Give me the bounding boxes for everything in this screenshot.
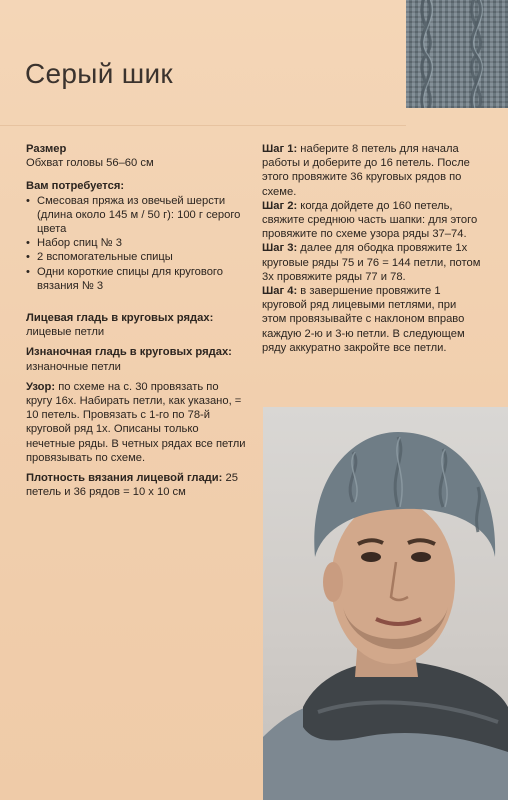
gauge-text: 25 петель и 36 рядов = 10 х 10 см — [26, 472, 238, 499]
step-text: наберите 8 петель для начала работы и доберите до 16 петель. После этого провяжите 36 круговых рядов по схеме. — [262, 143, 470, 198]
stockinette-label: Лицевая гладь в круговых рядах: — [26, 312, 214, 325]
size-heading: Размер — [26, 143, 67, 155]
step-paragraph — [262, 199, 482, 242]
gauge-label: Плотность вязания лицевой глади: — [26, 472, 223, 485]
gauge-paragraph — [26, 471, 246, 499]
step-label: Шаг 3: — [262, 242, 298, 255]
reverse-paragraph — [26, 345, 246, 373]
steps-column — [262, 142, 482, 355]
eye-left — [361, 552, 381, 562]
step-text: когда дойдете до 160 петель, свяжите среднюю часть шапки: для этого провяжите по схеме узора ряды 37–74. — [262, 199, 478, 241]
step-label: Шаг 2: — [262, 199, 298, 212]
step-paragraph — [262, 142, 482, 199]
materials-list — [26, 194, 246, 293]
reverse-label: Изнаночная гладь в круговых рядах: — [26, 346, 232, 359]
model-photo — [263, 407, 508, 800]
materials-item: • 2 вспомогательные спицы — [26, 250, 246, 264]
step-text: в завершение провяжите 1 круговой ряд лицевыми петлями, при этом провязывайте с наклоном вправо каждую 2-ю и 3-ю петли. В следующем ряду аккуратно закройте все петли. — [262, 285, 465, 354]
materials-item: • Смесовая пряжа из овечьей шерсти (длина около 145 м / 50 г): 100 г серого цвета — [26, 194, 246, 237]
header-divider — [0, 125, 406, 126]
left-column — [26, 142, 246, 499]
pattern-paragraph — [26, 380, 246, 465]
materials-item: • Набор спиц № 3 — [26, 236, 246, 250]
pattern-label: Узор: — [26, 380, 56, 393]
step-paragraph — [262, 241, 482, 284]
ear-shape — [323, 562, 343, 602]
eye-right — [411, 552, 431, 562]
step-label: Шаг 1: — [262, 143, 298, 155]
step-paragraph — [262, 284, 482, 355]
pattern-text: по схеме на с. 30 провязать по кругу 16х. Набирать петли, как указано, = 10 петель. Провязать с 1-го по 78-й круговой ряд 1х. Описаны только нечетные ряды. В четных рядах все петли провязывать по схеме. — [26, 380, 246, 464]
step-text: далее для ободка провяжите 1х круговые ряды 75 и 76 = 144 петли, потом 3х провяжите ряды 77 и 78. — [262, 242, 481, 283]
step-label: Шаг 4: — [262, 285, 298, 298]
size-text: Обхват головы 56–60 см — [26, 157, 154, 170]
reverse-text: изнаночные петли — [26, 360, 121, 373]
materials-heading: Вам потребуется: — [26, 180, 125, 193]
stockinette-paragraph — [26, 311, 246, 339]
knit-swatch-image — [406, 0, 508, 108]
stockinette-text: лицевые петли — [26, 326, 105, 339]
materials-item: • Одни короткие спицы для кругового вязания № 3 — [26, 265, 246, 293]
page-title: Серый шик — [25, 58, 173, 89]
